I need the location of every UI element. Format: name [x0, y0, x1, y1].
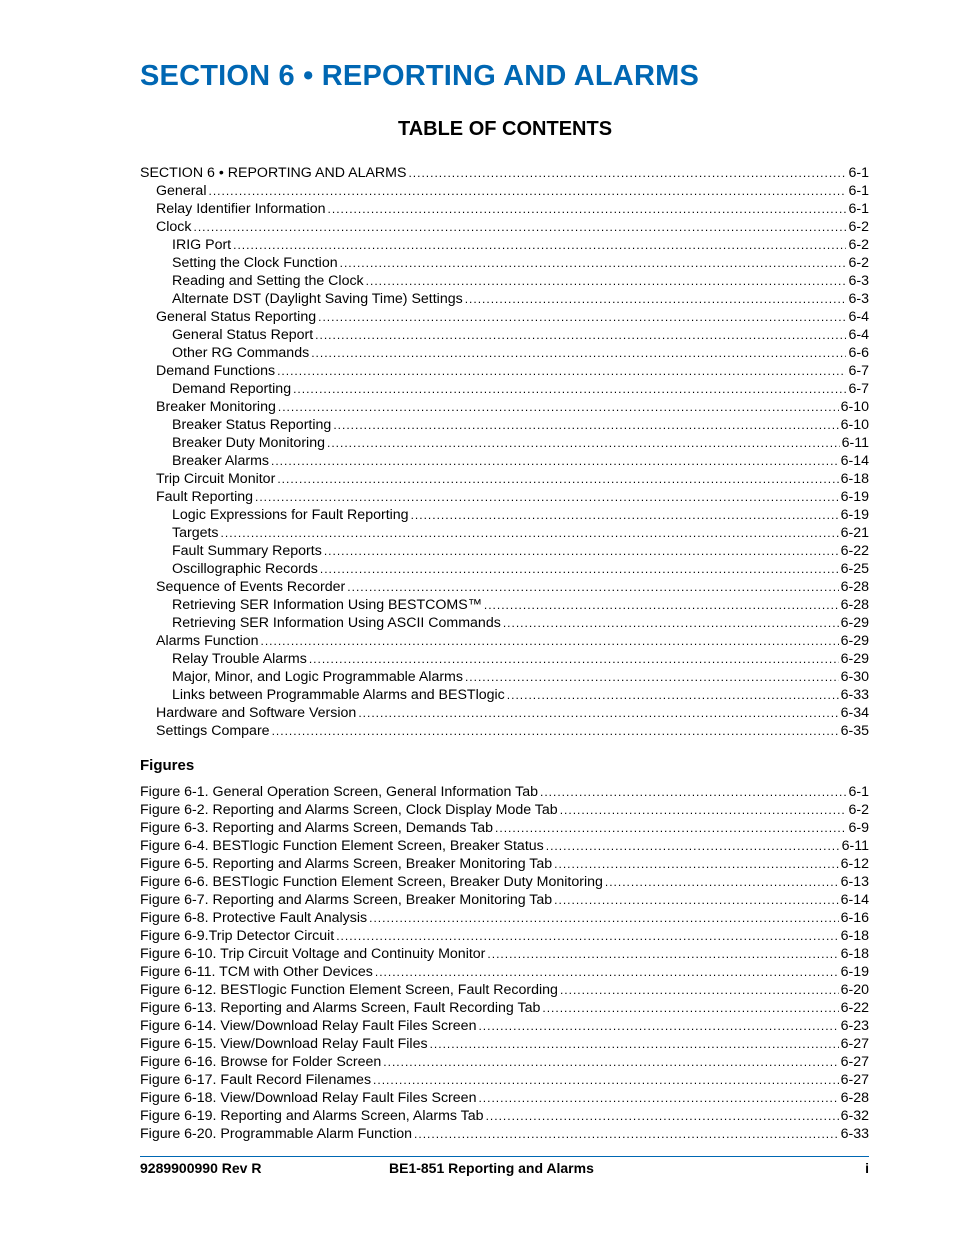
entry-page: 6-14: [840, 892, 869, 908]
dot-leader: [272, 722, 839, 740]
figures-heading: Figures: [140, 757, 195, 774]
entry-page: 6-22: [840, 1000, 869, 1016]
entry-title: Figure 6-18. View/Download Relay Fault Files Screen: [140, 1090, 477, 1106]
figure-entry[interactable]: [140, 801, 869, 819]
entry-title: Figure 6-14. View/Download Relay Fault Files Screen: [140, 1018, 477, 1034]
dot-leader: [507, 686, 839, 704]
entry-page: 6-27: [840, 1054, 869, 1070]
entry-page: 6-18: [840, 471, 869, 487]
entry-page: 6-2: [848, 237, 869, 253]
entry-page: 6-20: [840, 982, 869, 998]
dot-leader: [554, 891, 838, 909]
toc-entry[interactable]: [140, 308, 869, 326]
figure-entry[interactable]: [140, 1017, 869, 1035]
entry-title: Fault Summary Reports: [172, 543, 322, 559]
toc-entry[interactable]: [140, 434, 869, 452]
dot-leader: [193, 218, 846, 236]
toc-entry[interactable]: [140, 650, 869, 668]
entry-title: Figure 6-5. Reporting and Alarms Screen, Breaker Monitoring Tab: [140, 856, 553, 872]
entry-title: Targets: [172, 525, 219, 541]
dot-leader: [465, 290, 847, 308]
toc-entry[interactable]: [140, 452, 869, 470]
entry-page: 6-28: [840, 1090, 869, 1106]
entry-title: Alternate DST (Daylight Saving Time) Settings: [172, 291, 463, 307]
figure-entry[interactable]: [140, 909, 869, 927]
dot-leader: [315, 326, 846, 344]
figure-entry[interactable]: [140, 819, 869, 837]
figure-entry[interactable]: [140, 963, 869, 981]
entry-page: 6-9: [848, 820, 869, 836]
entry-page: 6-35: [840, 723, 869, 739]
entry-page: 6-32: [840, 1108, 869, 1124]
entry-page: 6-10: [840, 399, 869, 415]
figure-entry[interactable]: [140, 927, 869, 945]
entry-page: 6-4: [848, 309, 869, 325]
entry-title: Demand Reporting: [172, 381, 292, 397]
entry-page: 6-34: [840, 705, 869, 721]
dot-leader: [336, 927, 838, 945]
toc-entry[interactable]: [140, 704, 869, 722]
dot-leader: [465, 668, 839, 686]
entry-page: 6-22: [840, 543, 869, 559]
dot-leader: [208, 182, 846, 200]
toc-entry[interactable]: [140, 182, 869, 200]
entry-page: 6-27: [840, 1036, 869, 1052]
dot-leader: [320, 560, 839, 578]
entry-page: 6-7: [848, 381, 869, 397]
entry-page: 6-25: [840, 561, 869, 577]
entry-title: Figure 6-1. General Operation Screen, General Information Tab: [140, 784, 538, 800]
entry-title: Figure 6-11. TCM with Other Devices: [140, 964, 373, 980]
entry-title: Figure 6-15. View/Download Relay Fault Files: [140, 1036, 428, 1052]
dot-leader: [503, 614, 839, 632]
toc-entry[interactable]: [140, 272, 869, 290]
entry-page: 6-1: [848, 183, 869, 199]
dot-leader: [560, 801, 847, 819]
dot-leader: [261, 632, 839, 650]
figure-entry[interactable]: [140, 783, 869, 801]
entry-title: Figure 6-2. Reporting and Alarms Screen, Clock Display Mode Tab: [140, 802, 558, 818]
entry-title: Other RG Commands: [172, 345, 310, 361]
entry-title: Sequence of Events Recorder: [156, 579, 346, 595]
entry-page: 6-21: [840, 525, 869, 541]
entry-page: 6-1: [848, 201, 869, 217]
toc-entry[interactable]: [140, 200, 869, 218]
entry-title: Figure 6-4. BESTlogic Function Element Screen, Breaker Status: [140, 838, 544, 854]
entry-title: IRIG Port: [172, 237, 232, 253]
entry-page: 6-2: [848, 255, 869, 271]
dot-leader: [340, 254, 847, 272]
toc-entry[interactable]: [140, 218, 869, 236]
entry-page: 6-13: [840, 874, 869, 890]
dot-leader: [540, 783, 846, 801]
entry-title: Setting the Clock Function: [172, 255, 338, 271]
dot-leader: [375, 963, 839, 981]
dot-leader: [430, 1035, 839, 1053]
dot-leader: [414, 1125, 839, 1143]
entry-page: 6-10: [840, 417, 869, 433]
footer-page-number: i: [865, 1160, 869, 1176]
entry-page: 6-3: [848, 291, 869, 307]
toc-list: [140, 164, 869, 740]
entry-page: 6-29: [840, 651, 869, 667]
entry-page: 6-7: [848, 363, 869, 379]
figure-entry[interactable]: [140, 837, 869, 855]
entry-page: 6-28: [840, 597, 869, 613]
dot-leader: [324, 542, 839, 560]
dot-leader: [358, 704, 838, 722]
page-title: SECTION 6 • REPORTING AND ALARMS: [140, 60, 699, 92]
toc-entry[interactable]: [140, 362, 869, 380]
entry-title: General Status Report: [172, 327, 314, 343]
entry-title: General: [156, 183, 207, 199]
toc-entry[interactable]: [140, 236, 869, 254]
entry-title: Relay Identifier Information: [156, 201, 326, 217]
figure-entry[interactable]: [140, 1107, 869, 1125]
entry-page: 6-12: [840, 856, 869, 872]
toc-entry[interactable]: [140, 326, 869, 344]
toc-entry[interactable]: [140, 290, 869, 308]
dot-leader: [221, 524, 839, 542]
entry-title: SECTION 6 • REPORTING AND ALARMS: [140, 165, 407, 181]
entry-page: 6-27: [840, 1072, 869, 1088]
toc-entry[interactable]: [140, 344, 869, 362]
dot-leader: [383, 1053, 838, 1071]
toc-entry[interactable]: [140, 614, 869, 632]
entry-page: 6-23: [840, 1018, 869, 1034]
entry-title: Demand Functions: [156, 363, 276, 379]
dot-leader: [347, 578, 838, 596]
dot-leader: [605, 873, 839, 891]
dot-leader: [369, 909, 838, 927]
entry-page: 6-11: [841, 838, 869, 854]
entry-page: 6-28: [840, 579, 869, 595]
entry-page: 6-6: [848, 345, 869, 361]
toc-heading: TABLE OF CONTENTS: [397, 118, 613, 140]
entry-title: Breaker Status Reporting: [172, 417, 332, 433]
footer-doc-title: BE1-851 Reporting and Alarms: [389, 1160, 594, 1176]
figure-entry[interactable]: [140, 855, 869, 873]
entry-title: Figure 6-8. Protective Fault Analysis: [140, 910, 368, 926]
entry-title: Settings Compare: [156, 723, 270, 739]
dot-leader: [309, 650, 839, 668]
entry-title: Fault Reporting: [156, 489, 253, 505]
entry-title: General Status Reporting: [156, 309, 317, 325]
entry-page: 6-1: [848, 165, 869, 181]
dot-leader: [486, 1107, 839, 1125]
entry-title: Hardware and Software Version: [156, 705, 357, 721]
entry-title: Figure 6-19. Reporting and Alarms Screen, Alarms Tab: [140, 1108, 484, 1124]
entry-page: 6-29: [840, 615, 869, 631]
entry-title: Major, Minor, and Logic Programmable Alarms: [172, 669, 463, 685]
dot-leader: [373, 1071, 839, 1089]
toc-entry[interactable]: [140, 542, 869, 560]
dot-leader: [366, 272, 847, 290]
toc-entry[interactable]: [140, 488, 869, 506]
entry-title: Figure 6-7. Reporting and Alarms Screen, Breaker Monitoring Tab: [140, 892, 553, 908]
entry-page: 6-14: [840, 453, 869, 469]
dot-leader: [293, 380, 846, 398]
dot-leader: [408, 164, 846, 182]
entry-page: 6-4: [848, 327, 869, 343]
dot-leader: [546, 837, 840, 855]
dot-leader: [542, 999, 838, 1017]
entry-page: 6-3: [848, 273, 869, 289]
entry-title: Figure 6-10. Trip Circuit Voltage and Continuity Monitor: [140, 946, 486, 962]
entry-title: Logic Expressions for Fault Reporting: [172, 507, 409, 523]
entry-title: Trip Circuit Monitor: [156, 471, 276, 487]
figures-list: [140, 783, 869, 1143]
dot-leader: [560, 981, 839, 999]
entry-page: 6-19: [840, 507, 869, 523]
toc-entry[interactable]: [140, 722, 869, 740]
entry-title: Figure 6-20. Programmable Alarm Function: [140, 1126, 413, 1142]
toc-entry[interactable]: [140, 398, 869, 416]
dot-leader: [333, 416, 838, 434]
entry-title: Retrieving SER Information Using BESTCOMS™: [172, 597, 482, 613]
entry-title: Figure 6-3. Reporting and Alarms Screen, Demands Tab: [140, 820, 494, 836]
toc-entry[interactable]: [140, 524, 869, 542]
entry-title: Figure 6-13. Reporting and Alarms Screen, Fault Recording Tab: [140, 1000, 541, 1016]
entry-page: 6-2: [848, 802, 869, 818]
dot-leader: [328, 200, 847, 218]
entry-page: 6-30: [840, 669, 869, 685]
toc-entry[interactable]: [140, 560, 869, 578]
figure-entry[interactable]: [140, 999, 869, 1017]
figure-entry[interactable]: [140, 1125, 869, 1143]
figure-entry[interactable]: [140, 1035, 869, 1053]
entry-title: Figure 6-9.Trip Detector Circuit: [140, 928, 335, 944]
dot-leader: [487, 945, 838, 963]
figure-entry[interactable]: [140, 873, 869, 891]
entry-page: 6-16: [840, 910, 869, 926]
entry-title: Relay Trouble Alarms: [172, 651, 307, 667]
entry-page: 6-33: [840, 687, 869, 703]
entry-title: Oscillographic Records: [172, 561, 318, 577]
entry-page: 6-19: [840, 964, 869, 980]
figure-entry[interactable]: [140, 945, 869, 963]
dot-leader: [233, 236, 846, 254]
entry-title: Figure 6-16. Browse for Folder Screen: [140, 1054, 382, 1070]
entry-title: Breaker Monitoring: [156, 399, 276, 415]
entry-page: 6-18: [840, 928, 869, 944]
entry-title: Clock: [156, 219, 192, 235]
figure-entry[interactable]: [140, 1089, 869, 1107]
figure-entry[interactable]: [140, 1053, 869, 1071]
figure-entry[interactable]: [140, 1071, 869, 1089]
toc-entry[interactable]: [140, 380, 869, 398]
toc-entry[interactable]: [140, 254, 869, 272]
entry-page: 6-1: [848, 784, 869, 800]
toc-entry[interactable]: [140, 416, 869, 434]
entry-title: Retrieving SER Information Using ASCII Commands: [172, 615, 501, 631]
entry-title: Figure 6-12. BESTlogic Function Element Screen, Fault Recording: [140, 982, 558, 998]
toc-entry[interactable]: [140, 506, 869, 524]
entry-title: Figure 6-17. Fault Record Filenames: [140, 1072, 372, 1088]
entry-title: Reading and Setting the Clock: [172, 273, 364, 289]
dot-leader: [495, 819, 846, 837]
dot-leader: [554, 855, 838, 873]
dot-leader: [411, 506, 839, 524]
entry-title: Links between Programmable Alarms and BESTlogic: [172, 687, 505, 703]
entry-title: Alarms Function: [156, 633, 259, 649]
toc-entry[interactable]: [140, 686, 869, 704]
entry-page: 6-19: [840, 489, 869, 505]
toc-entry[interactable]: [140, 596, 869, 614]
dot-leader: [277, 362, 846, 380]
figure-entry[interactable]: [140, 891, 869, 909]
toc-entry[interactable]: [140, 668, 869, 686]
dot-leader: [478, 1089, 838, 1107]
entry-title: Figure 6-6. BESTlogic Function Element Screen, Breaker Duty Monitoring: [140, 874, 603, 890]
dot-leader: [484, 596, 839, 614]
figure-entry[interactable]: [140, 981, 869, 999]
dot-leader: [277, 470, 838, 488]
entry-page: 6-33: [840, 1126, 869, 1142]
dot-leader: [478, 1017, 838, 1035]
entry-title: Breaker Alarms: [172, 453, 269, 469]
entry-page: 6-2: [848, 219, 869, 235]
footer-doc-number: 9289900990 Rev R: [140, 1160, 262, 1176]
footer-rule: [140, 1156, 869, 1157]
dot-leader: [327, 434, 840, 452]
entry-title: Breaker Duty Monitoring: [172, 435, 325, 451]
dot-leader: [271, 452, 839, 470]
dot-leader: [311, 344, 846, 362]
toc-entry[interactable]: [140, 632, 869, 650]
entry-page: 6-29: [840, 633, 869, 649]
toc-entry[interactable]: [140, 164, 869, 182]
toc-entry[interactable]: [140, 470, 869, 488]
dot-leader: [318, 308, 846, 326]
dot-leader: [255, 488, 839, 506]
entry-page: 6-11: [841, 435, 869, 451]
dot-leader: [278, 398, 839, 416]
entry-page: 6-18: [840, 946, 869, 962]
toc-entry[interactable]: [140, 578, 869, 596]
